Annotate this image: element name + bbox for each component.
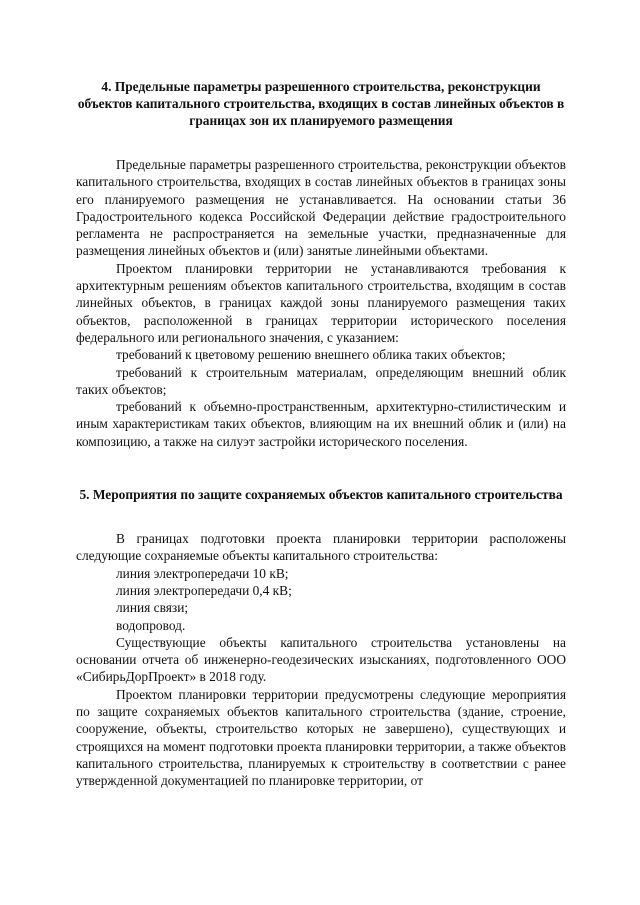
list-item-communication-line: линия связи;	[116, 600, 189, 616]
section-4-paragraph-1: Предельные параметры разрешенного строительства, реконструкции объектов капитального строительства, входящих в состав линейных объектов в границах зоны его планируемого размещения не устанавливается. На основании статьи 36 Градостроительного кодекса Российской Федерации действие градостроительного регламента не распространяется на земельные участки, предназначенные для размещения линейных объектов и (или) занятые линейными объектами.	[76, 157, 566, 259]
section-5-title: 5. Мероприятия по защите сохраняемых объектов капитального строительства	[79, 487, 563, 503]
section-5-paragraph-1: Существующие объекты капитального строительства установлены на основании отчета об инженерно-геодезических изысканиях, подготовленного ООО «СибирьДорПроект» в 2018 году.	[76, 634, 566, 685]
page-content	[76, 78, 566, 790]
list-item-power-line-10kv: линия электропередачи 10 кВ;	[116, 565, 289, 581]
section-4-paragraph-2: Проектом планировки территории не устанавливаются требования к архитектурным решениям объектов капитального строительства, входящим в состав линейных объектов, в границах каждой зоны планируемого размещения таких объектов, расположенной в границах территории исторического поселения федерального или регионального значения, с указанием:	[76, 260, 566, 345]
section-5-paragraph-2: Проектом планировки территории предусмотрены следующие мероприятия по защите сохраняемых объектов капитального строительства (здание, строение, сооружение, объекты, строительство которых не завершено), существующих и строящихся на момент подготовки проекта планировки территории, а также объектов капитального строительства, планируемых к строительству в соответствии с ранее утвержденной документацией по планировке территории, от	[76, 686, 566, 789]
section-4-title: 4. Предельные параметры разрешенного строительства, реконструкции объектов капитального строительства, входящих в состав линейных объектов в границах зон их планируемого размещения	[77, 79, 565, 128]
list-item-power-line-04kv: линия электропередачи 0,4 кВ;	[116, 582, 292, 598]
section-4-requirement-materials: требований к строительным материалам, определяющим внешний облик таких объектов;	[76, 364, 566, 397]
section-4-requirement-volume: требований к объемно-пространственным, архитектурно-стилистическим и иным характеристикам таких объектов, влияющим на их внешний облик и (или) на композицию, а также на силуэт застройки исторического поселения.	[76, 399, 566, 449]
section-4-requirement-color: требований к цветовому решению внешнего облика таких объектов;	[116, 347, 506, 363]
section-5-intro: В границах подготовки проекта планировки территории расположены следующие сохраняемые объекты капитального строительства:	[76, 531, 566, 564]
list-item-water-pipeline: водопровод.	[116, 617, 186, 633]
